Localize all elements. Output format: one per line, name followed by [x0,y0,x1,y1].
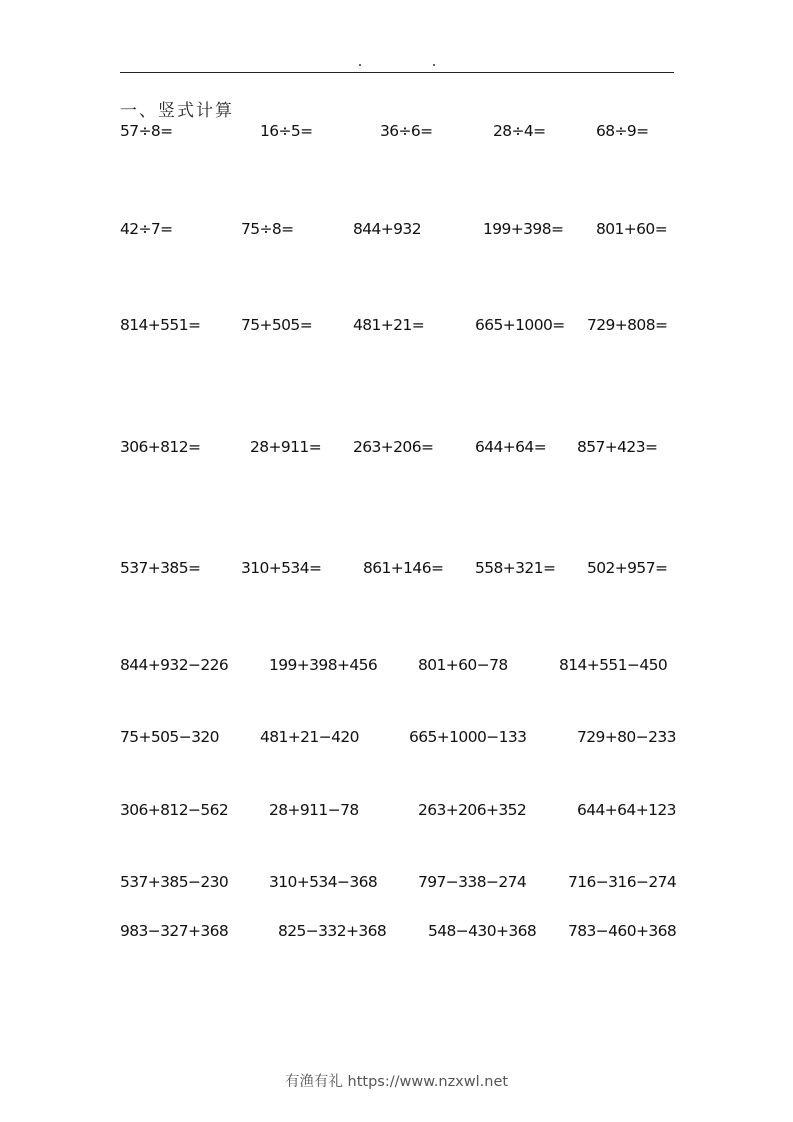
math-problem: 68÷9= [596,122,649,140]
math-problem: 825−332+368 [278,922,387,940]
math-problem: 42÷7= [120,220,173,238]
math-problem: 28+911−78 [269,801,359,819]
math-problem: 729+808= [587,316,668,334]
header-dot [433,64,435,66]
math-problem: 644+64+123 [577,801,676,819]
math-problem: 537+385= [120,559,201,577]
math-problem: 665+1000= [475,316,565,334]
math-problem: 199+398= [483,220,564,238]
section-title: 一、竖式计算 [120,101,234,121]
math-problem: 28÷4= [493,122,546,140]
math-problem: 28+911= [250,438,322,456]
math-problem: 481+21−420 [260,728,359,746]
math-problem: 75+505−320 [120,728,219,746]
math-problem: 306+812−562 [120,801,229,819]
footer-watermark: 有渔有礼 https://www.nzxwl.net [284,1074,509,1090]
math-problem: 814+551−450 [559,656,668,674]
math-problem: 857+423= [577,438,658,456]
math-problem: 481+21= [353,316,425,334]
math-problem: 797−338−274 [418,873,527,891]
header-dot [359,64,361,66]
math-problem: 558+321= [475,559,556,577]
math-problem: 548−430+368 [428,922,537,940]
math-problem: 814+551= [120,316,201,334]
math-problem: 310+534−368 [269,873,378,891]
math-problem: 644+64= [475,438,547,456]
math-problem: 75+505= [241,316,313,334]
math-problem: 263+206+352 [418,801,527,819]
math-problem: 502+957= [587,559,668,577]
math-problem: 199+398+456 [269,656,378,674]
math-problem: 36÷6= [380,122,433,140]
math-problem: 306+812= [120,438,201,456]
math-problem: 844+932−226 [120,656,229,674]
header-rule [120,72,674,73]
math-problem: 716−316−274 [568,873,677,891]
math-problem: 801+60= [596,220,668,238]
math-problem: 310+534= [241,559,322,577]
math-problem: 844+932 [353,220,421,238]
math-problem: 57÷8= [120,122,173,140]
math-problem: 665+1000−133 [409,728,527,746]
math-problem: 983−327+368 [120,922,229,940]
math-problem: 263+206= [353,438,434,456]
math-problem: 537+385−230 [120,873,229,891]
math-problem: 861+146= [363,559,444,577]
math-problem: 783−460+368 [568,922,677,940]
math-problem: 16÷5= [260,122,313,140]
math-problem: 801+60−78 [418,656,508,674]
math-problem: 729+80−233 [577,728,676,746]
math-problem: 75÷8= [241,220,294,238]
